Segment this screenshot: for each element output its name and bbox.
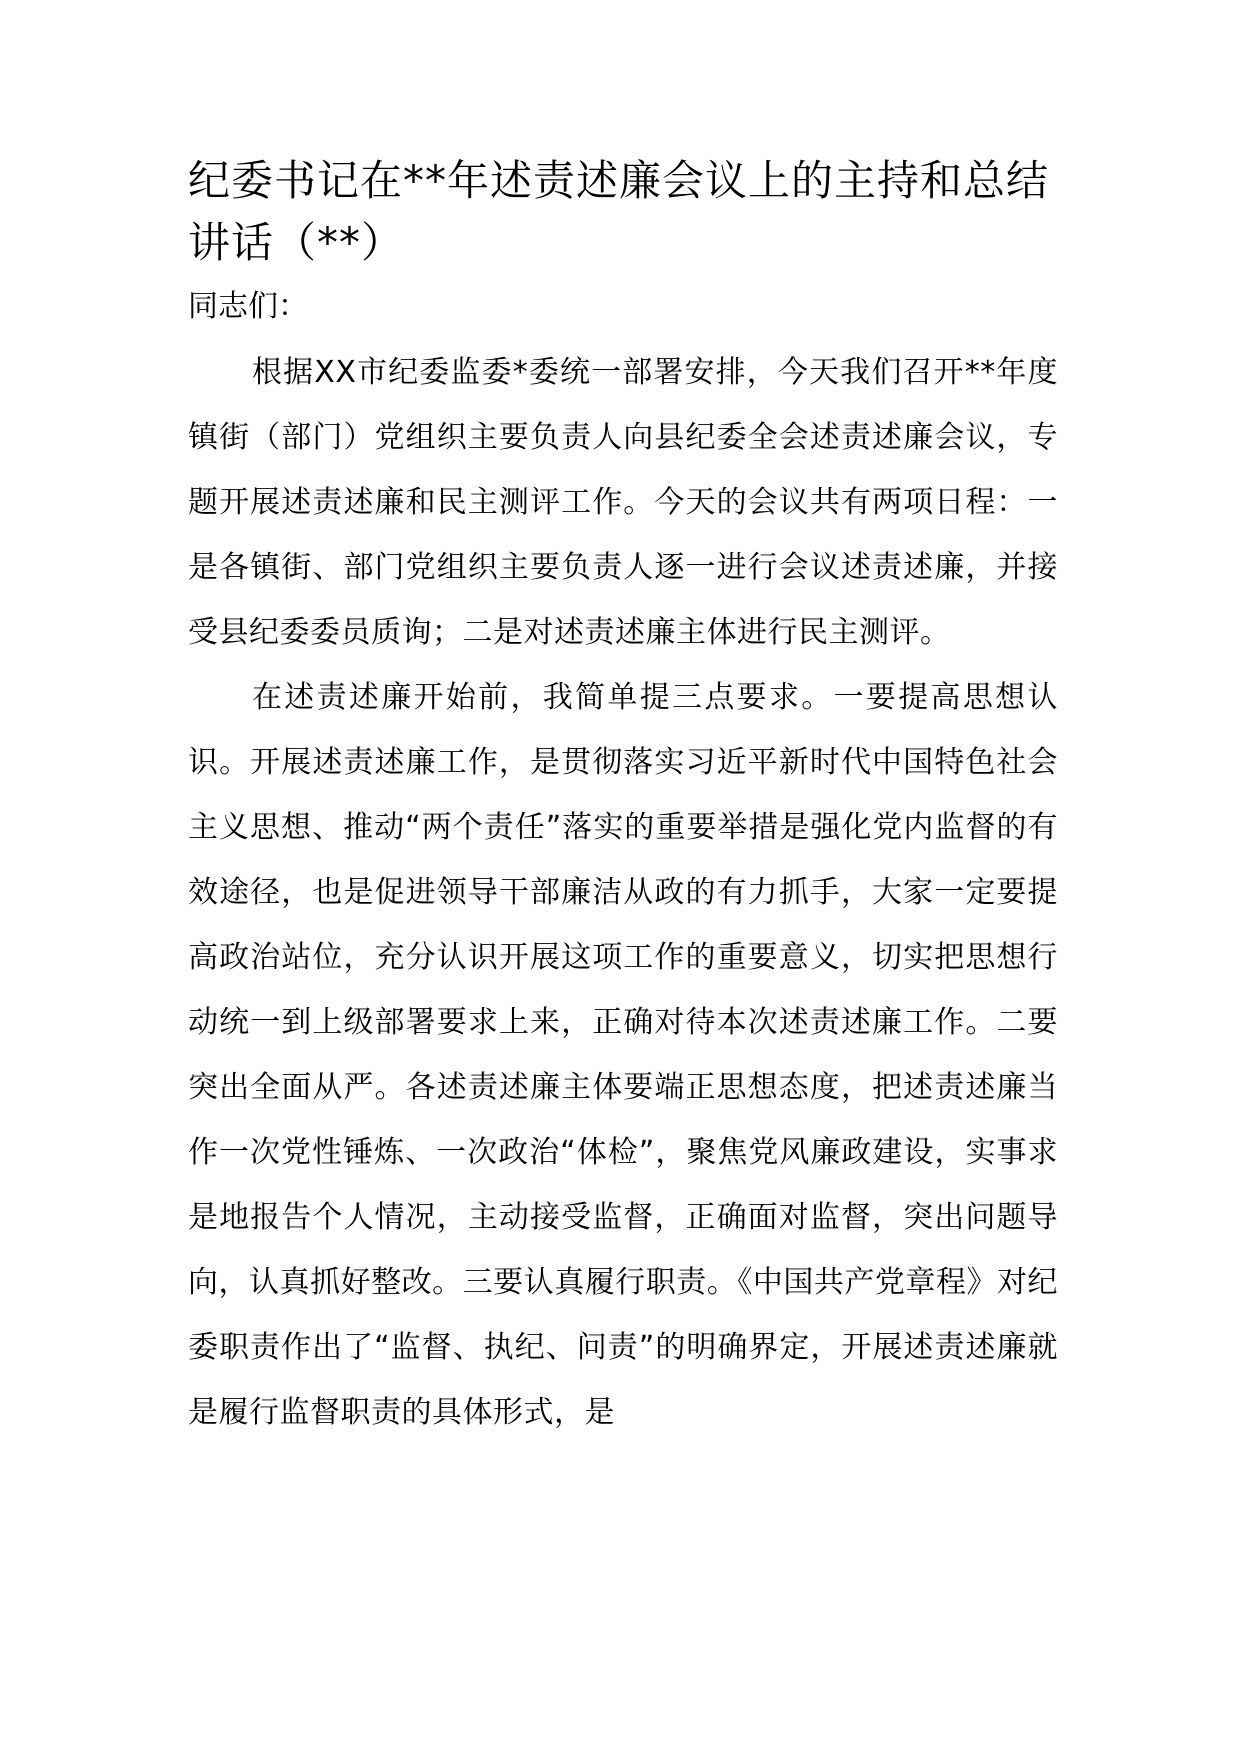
document-page: [188, 150, 1058, 1445]
paragraph-1: 根据XX市纪委监委*委统一部署安排，今天我们召开**年度镇街（部门）党组织主要负责人向县纪委全会述责述廉会议，专题开展述责述廉和民主测评工作。今天的会议共有两项日程：一是各镇街、部门党组织主要负责人逐一进行会议述责述廉，并接受县纪委委员质询；二是对述责述廉主体进行民主测评。: [188, 355, 1058, 650]
paragraph-2: 在述责述廉开始前，我简单提三点要求。一要提高思想认识。开展述责述廉工作，是贯彻落实习近平新时代中国特色社会主义思想、推动“两个责任”落实的重要举措是强化党内监督的有效途径，也是促进领导干部廉洁从政的有力抓手，大家一定要提高政治站位，充分认识开展这项工作的重要意义，切实把思想行动统一到上级部署要求上来，正确对待本次述责述廉工作。二要突出全面从严。各述责述廉主体要端正思想态度，把述责述廉当作一次党性锤炼、一次政治“体检”，聚焦党风廉政建设，实事求是地报告个人情况，主动接受监督，正确面对监督，突出问题导向，认真抓好整改。三要认真履行职责。《中国共产党章程》对纪委职责作出了“监督、执纪、问责”的明确界定，开展述责述廉就是履行监督职责的具体形式，是: [188, 680, 1058, 1430]
document-title: 纪委书记在**年述责述廉会议上的主持和总结讲话（**）: [188, 156, 1050, 267]
greeting: 同志们：: [188, 289, 308, 324]
